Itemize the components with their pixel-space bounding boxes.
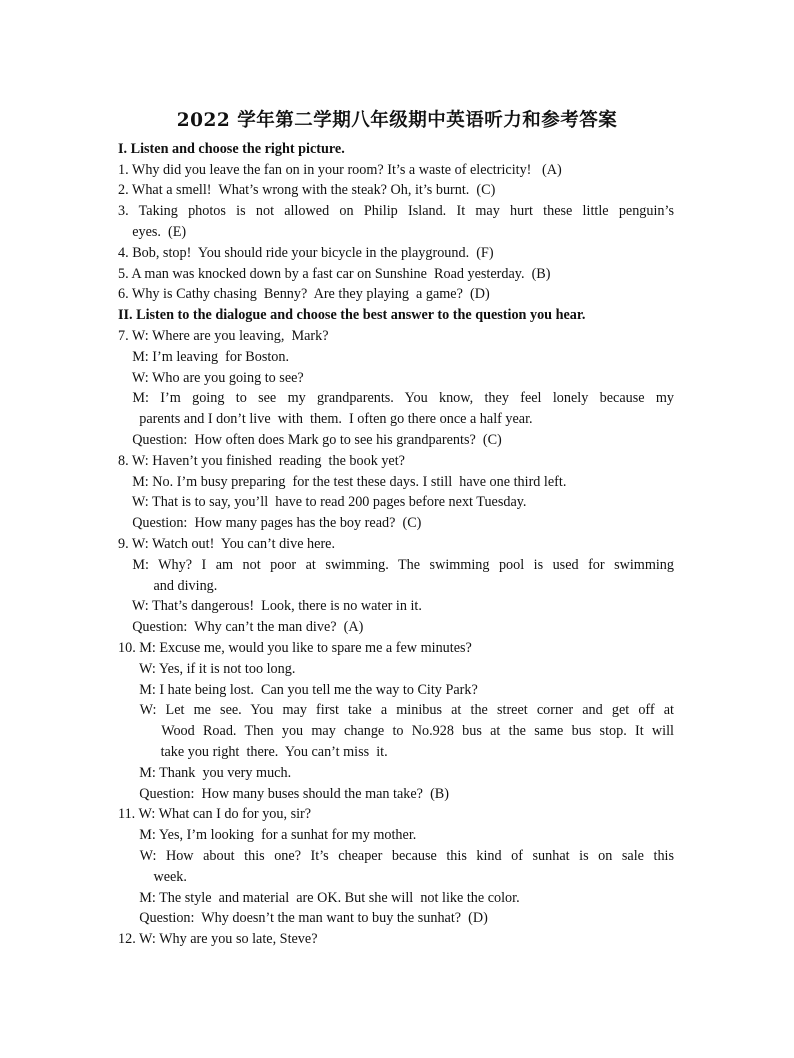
- dialogue-line: M: Thank you very much.: [118, 765, 292, 781]
- dialogue-line: M: No. I’m busy preparing for the test these days. I still have one third left.: [118, 474, 567, 490]
- question-line: 4. Bob, stop! You should ride your bicycle in the playground. (F): [118, 245, 494, 261]
- dialogue-line: M: I hate being lost. Can you tell me the way to City Park?: [118, 682, 478, 698]
- dialogue-line: W: Yes, if it is not too long.: [118, 661, 296, 677]
- dialogue-line: Question: How often does Mark go to see his grandparents? (C): [118, 432, 502, 448]
- dialogue-line: Question: Why can’t the man dive? (A): [118, 619, 364, 635]
- question-line: 6. Why is Cathy chasing Benny? Are they playing a game? (D): [118, 286, 490, 302]
- dialogue-line: W: That’s dangerous! Look, there is no water in it.: [118, 598, 422, 614]
- dialogue-line: M: I’m going to see my grandparents. You know, they feel lonely because my: [132, 390, 674, 406]
- dialogue-line: 10. M: Excuse me, would you like to spare me a few minutes?: [118, 640, 472, 656]
- dialogue-line: take you right there. You can’t miss it.: [118, 744, 388, 760]
- dialogue-line: M: Why? I am not poor at swimming. The swimming pool is used for swimming: [132, 557, 674, 573]
- question-line: 2. What a smell! What’s wrong with the steak? Oh, it’s burnt. (C): [118, 182, 496, 198]
- page-title: 2022 学年第二学期八年级期中英语听力和参考答案: [176, 110, 618, 131]
- question-line: 1. Why did you leave the fan on in your room? It’s a waste of electricity! (A): [118, 162, 562, 178]
- dialogue-line: 7. W: Where are you leaving, Mark?: [118, 328, 329, 344]
- dialogue-line: W: How about this one? It’s cheaper because this kind of sunhat is on sale this: [139, 848, 674, 864]
- dialogue-line: 9. W: Watch out! You can’t dive here.: [118, 536, 336, 552]
- question-line: eyes. (E): [118, 224, 187, 240]
- dialogue-line: 11. W: What can I do for you, sir?: [118, 806, 312, 822]
- dialogue-line: W: That is to say, you’ll have to read 200 pages before next Tuesday.: [118, 494, 527, 510]
- section-1-heading: I. Listen and choose the right picture.: [118, 141, 345, 157]
- dialogue-line: and diving.: [118, 578, 218, 594]
- dialogue-line: Wood Road. Then you may change to No.928 bus at the same bus stop. It will: [161, 723, 674, 739]
- dialogue-line: Question: How many pages has the boy read? (C): [118, 515, 422, 531]
- dialogue-line: W: Who are you going to see?: [118, 370, 304, 386]
- question-line: 5. A man was knocked down by a fast car on Sunshine Road yesterday. (B): [118, 266, 551, 282]
- section-2-heading: II. Listen to the dialogue and choose the best answer to the question you hear.: [118, 307, 586, 323]
- dialogue-line: W: Let me see. You may first take a minibus at the street corner and get off at: [139, 702, 674, 718]
- dialogue-line: Question: How many buses should the man take? (B): [118, 786, 449, 802]
- dialogue-line: M: Yes, I’m looking for a sunhat for my mother.: [118, 827, 417, 843]
- dialogue-line: week.: [118, 869, 187, 885]
- dialogue-line: M: I’m leaving for Boston.: [118, 349, 290, 365]
- question-line: 3. Taking photos is not allowed on Philip Island. It may hurt these little penguin’s: [118, 203, 674, 219]
- dialogue-line: M: The style and material are OK. But she will not like the color.: [118, 890, 520, 906]
- dialogue-line: 8. W: Haven’t you finished reading the book yet?: [118, 453, 405, 469]
- dialogue-line: 12. W: Why are you so late, Steve?: [118, 931, 318, 947]
- dialogue-line: Question: Why doesn’t the man want to buy the sunhat? (D): [118, 910, 488, 926]
- dialogue-line: parents and I don’t live with them. I often go there once a half year.: [118, 411, 533, 427]
